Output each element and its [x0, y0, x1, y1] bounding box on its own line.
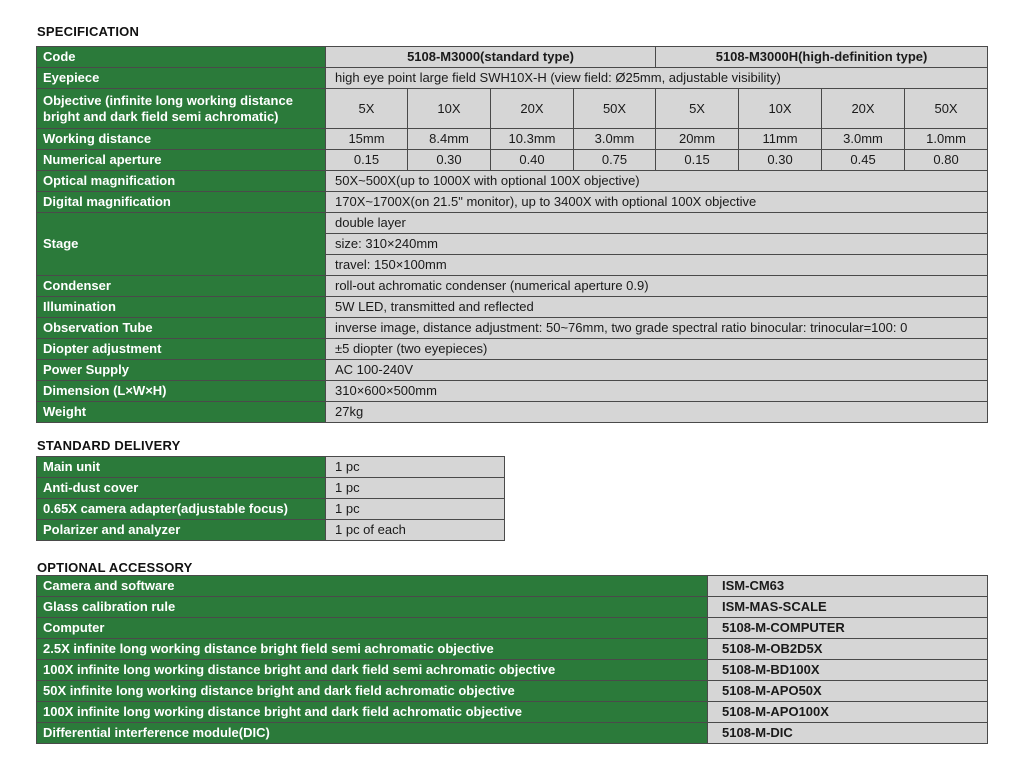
model-standard: 5108-M3000(standard type): [326, 47, 656, 68]
table-row: [37, 47, 988, 68]
accessory-code: ISM-MAS-SCALE: [708, 597, 988, 618]
objective-value: 50X: [905, 89, 988, 129]
delivery-item-label: 0.65X camera adapter(adjustable focus): [37, 499, 326, 520]
table-row: [37, 276, 988, 297]
numerical-aperture-value: 0.30: [408, 150, 491, 171]
numerical-aperture-value: 0.45: [822, 150, 905, 171]
working-distance-value: 15mm: [326, 129, 408, 150]
accessory-code: 5108-M-BD100X: [708, 660, 988, 681]
spec-value-eyepiece: high eye point large field SWH10X-H (view field: Ø25mm, adjustable visibility): [326, 68, 988, 89]
numerical-aperture-value: 0.15: [656, 150, 739, 171]
spec-label-power-supply: Power Supply: [37, 360, 326, 381]
working-distance-value: 11mm: [739, 129, 822, 150]
accessory-label: Computer: [37, 618, 708, 639]
table-row: [37, 618, 988, 639]
table-row: [37, 478, 505, 499]
spec-value-stage-travel: travel: 150×100mm: [326, 255, 988, 276]
accessory-label: Glass calibration rule: [37, 597, 708, 618]
accessory-code: 5108-M-OB2D5X: [708, 639, 988, 660]
spec-value-power-supply: AC 100-240V: [326, 360, 988, 381]
accessory-code: 5108-M-APO50X: [708, 681, 988, 702]
spec-value-diopter: ±5 diopter (two eyepieces): [326, 339, 988, 360]
spec-label-weight: Weight: [37, 402, 326, 423]
delivery-item-qty: 1 pc: [326, 478, 505, 499]
objective-value: 10X: [408, 89, 491, 129]
working-distance-value: 3.0mm: [822, 129, 905, 150]
accessory-code: 5108-M-APO100X: [708, 702, 988, 723]
accessory-label: 2.5X infinite long working distance bright field semi achromatic objective: [37, 639, 708, 660]
table-row: [37, 723, 988, 744]
numerical-aperture-value: 0.75: [574, 150, 656, 171]
optional-accessory-title: OPTIONAL ACCESSORY: [37, 560, 193, 575]
spec-label-optical-magnification: Optical magnification: [37, 171, 326, 192]
objective-value: 20X: [822, 89, 905, 129]
standard-delivery-table: [36, 456, 505, 541]
delivery-item-label: Polarizer and analyzer: [37, 520, 326, 541]
objective-value: 50X: [574, 89, 656, 129]
working-distance-value: 8.4mm: [408, 129, 491, 150]
working-distance-value: 10.3mm: [491, 129, 574, 150]
model-high-definition: 5108-M3000H(high-definition type): [656, 47, 988, 68]
objective-value: 5X: [326, 89, 408, 129]
numerical-aperture-value: 0.30: [739, 150, 822, 171]
spec-value-digital-magnification: 170X~1700X(on 21.5" monitor), up to 3400X with optional 100X objective: [326, 192, 988, 213]
spec-value-condenser: roll-out achromatic condenser (numerical aperture 0.9): [326, 276, 988, 297]
table-row: [37, 639, 988, 660]
spec-label-dimension: Dimension (L×W×H): [37, 381, 326, 402]
numerical-aperture-value: 0.15: [326, 150, 408, 171]
optional-accessory-table: [36, 575, 988, 744]
table-row: [37, 339, 988, 360]
spec-label-observation-tube: Observation Tube: [37, 318, 326, 339]
table-row: [37, 150, 988, 171]
working-distance-value: 20mm: [656, 129, 739, 150]
accessory-code: 5108-M-DIC: [708, 723, 988, 744]
specification-title: SPECIFICATION: [37, 24, 140, 39]
table-row: [37, 576, 988, 597]
standard-delivery-title: STANDARD DELIVERY: [37, 438, 181, 453]
numerical-aperture-value: 0.40: [491, 150, 574, 171]
delivery-item-label: Main unit: [37, 457, 326, 478]
working-distance-value: 1.0mm: [905, 129, 988, 150]
spec-value-stage-size: size: 310×240mm: [326, 234, 988, 255]
working-distance-value: 3.0mm: [574, 129, 656, 150]
spec-value-dimension: 310×600×500mm: [326, 381, 988, 402]
table-row: [37, 171, 988, 192]
table-row: [37, 402, 988, 423]
delivery-item-qty: 1 pc: [326, 457, 505, 478]
table-row: [37, 381, 988, 402]
accessory-label: 100X infinite long working distance bright and dark field semi achromatic objective: [37, 660, 708, 681]
table-row: [37, 681, 988, 702]
accessory-label: 50X infinite long working distance bright and dark field achromatic objective: [37, 681, 708, 702]
table-row: [37, 192, 988, 213]
delivery-item-label: Anti-dust cover: [37, 478, 326, 499]
table-row: [37, 297, 988, 318]
spec-label-condenser: Condenser: [37, 276, 326, 297]
spec-label-objective: Objective (infinite long working distance bright and dark field semi achromatic): [37, 89, 326, 129]
table-row: [37, 457, 505, 478]
accessory-label: 100X infinite long working distance bright and dark field achromatic objective: [37, 702, 708, 723]
table-row: [37, 520, 505, 541]
spec-label-code: Code: [37, 47, 326, 68]
objective-value: 20X: [491, 89, 574, 129]
spec-label-eyepiece: Eyepiece: [37, 68, 326, 89]
spec-label-numerical-aperture: Numerical aperture: [37, 150, 326, 171]
accessory-label: Differential interference module(DIC): [37, 723, 708, 744]
objective-value: 10X: [739, 89, 822, 129]
spec-value-observation-tube: inverse image, distance adjustment: 50~76mm, two grade spectral ratio binocular: trinocular=100: 0: [326, 318, 988, 339]
spec-value-stage-layer: double layer: [326, 213, 988, 234]
table-row: [37, 89, 988, 129]
specification-table: [36, 46, 988, 423]
table-row: [37, 318, 988, 339]
spec-label-diopter: Diopter adjustment: [37, 339, 326, 360]
table-row: [37, 702, 988, 723]
table-row: [37, 597, 988, 618]
spec-value-illumination: 5W LED, transmitted and reflected: [326, 297, 988, 318]
spec-value-optical-magnification: 50X~500X(up to 1000X with optional 100X objective): [326, 171, 988, 192]
accessory-code: ISM-CM63: [708, 576, 988, 597]
table-row: [37, 360, 988, 381]
spec-value-weight: 27kg: [326, 402, 988, 423]
accessory-label: Camera and software: [37, 576, 708, 597]
spec-label-digital-magnification: Digital magnification: [37, 192, 326, 213]
table-row: [37, 660, 988, 681]
delivery-item-qty: 1 pc of each: [326, 520, 505, 541]
table-row: [37, 68, 988, 89]
objective-value: 5X: [656, 89, 739, 129]
spec-label-stage: Stage: [37, 213, 326, 276]
numerical-aperture-value: 0.80: [905, 150, 988, 171]
accessory-code: 5108-M-COMPUTER: [708, 618, 988, 639]
table-row: [37, 213, 988, 234]
spec-label-illumination: Illumination: [37, 297, 326, 318]
table-row: [37, 499, 505, 520]
table-row: [37, 129, 988, 150]
spec-label-working-distance: Working distance: [37, 129, 326, 150]
delivery-item-qty: 1 pc: [326, 499, 505, 520]
